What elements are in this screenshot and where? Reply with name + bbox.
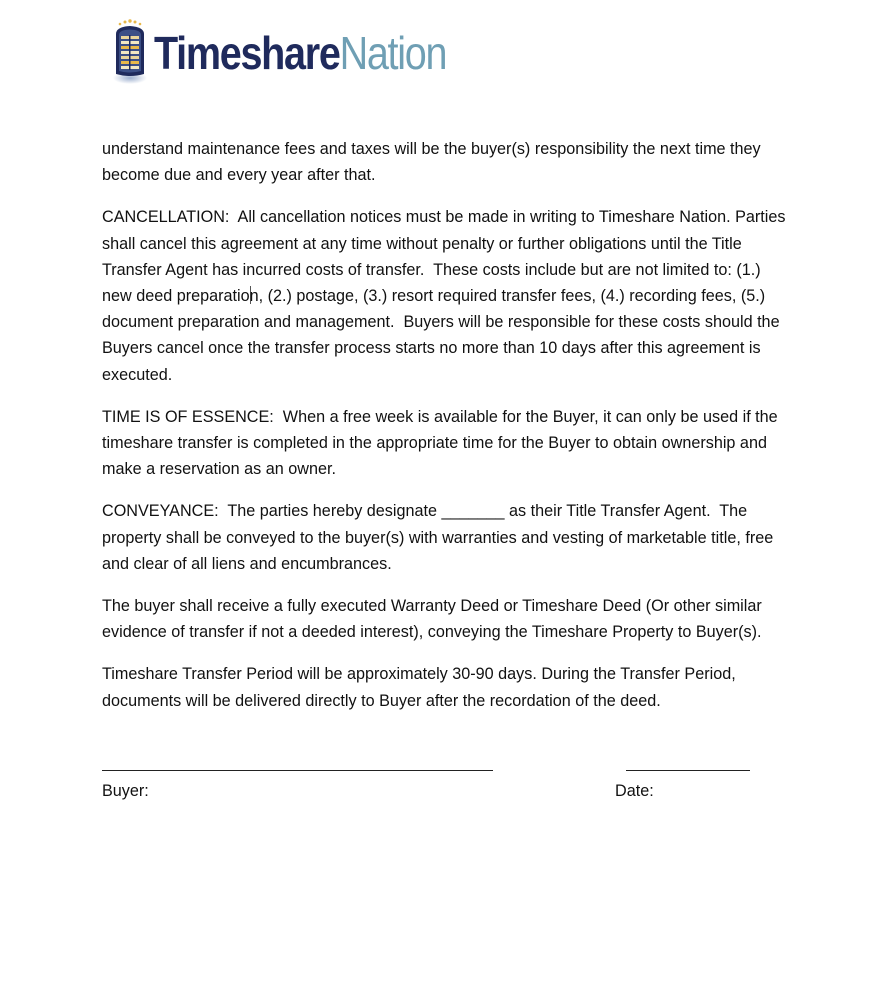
cancellation-text-part1: CANCELLATION: All cancellation notices must be made in writing to Timeshare Nation. Parties shall cancel this agreement at any time without penalty or further obligations until the Title Transfer Agent has incurred costs of transfer. These costs include but are not limited to: (1.) new deed preparatio (102, 208, 790, 306)
cancellation-text-part2: n, (2.) postage, (3.) resort required transfer fees, (4.) recording fees, (5.) document preparation and management. Buyers will be responsible for these costs should the Buyers cancel once the transfer process starts no more than 10 days after this agreement is executed. (102, 287, 785, 384)
paragraph-time-of-essence: TIME IS OF ESSENCE: When a free week is available for the Buyer, it can only be used if the timeshare transfer is completed in the appropriate time for the Buyer to obtain ownership and make a reservation as an owner. (102, 407, 783, 479)
logo-text-timeshare: Timeshare (154, 27, 340, 79)
buyer-label: Buyer: (102, 782, 149, 800)
logo-wordmark (154, 27, 447, 79)
date-label: Date: (615, 782, 654, 800)
timeshare-nation-logo (112, 18, 494, 86)
paragraph-maintenance: understand maintenance fees and taxes will be the buyer(s) responsibility the next time they become due and every year after that. (102, 140, 766, 185)
paragraph-conveyance: CONVEYANCE: The parties hereby designate _______ as their Title Transfer Agent. The property shall be conveyed to the buyer(s) with warranties and vesting of marketable title, free and clear of all liens and encumbrances. (102, 502, 778, 573)
document-body (102, 136, 792, 730)
paragraph-deed: The buyer shall receive a fully executed Warranty Deed or Timeshare Deed (Or other similar evidence of transfer if not a deeded interest), conveying the Timeshare Property to Buyer(s). (102, 597, 767, 642)
buyer-signature-line[interactable] (102, 770, 493, 771)
date-signature-line[interactable] (626, 770, 750, 771)
paragraph-cancellation (102, 204, 792, 387)
building-with-stars-icon (112, 18, 148, 86)
logo-text-nation: Nation (339, 27, 447, 79)
paragraph-transfer-period: Timeshare Transfer Period will be approximately 30-90 days. During the Transfer Period, documents will be delivered directly to Buyer after the recordation of the deed. (102, 665, 741, 710)
